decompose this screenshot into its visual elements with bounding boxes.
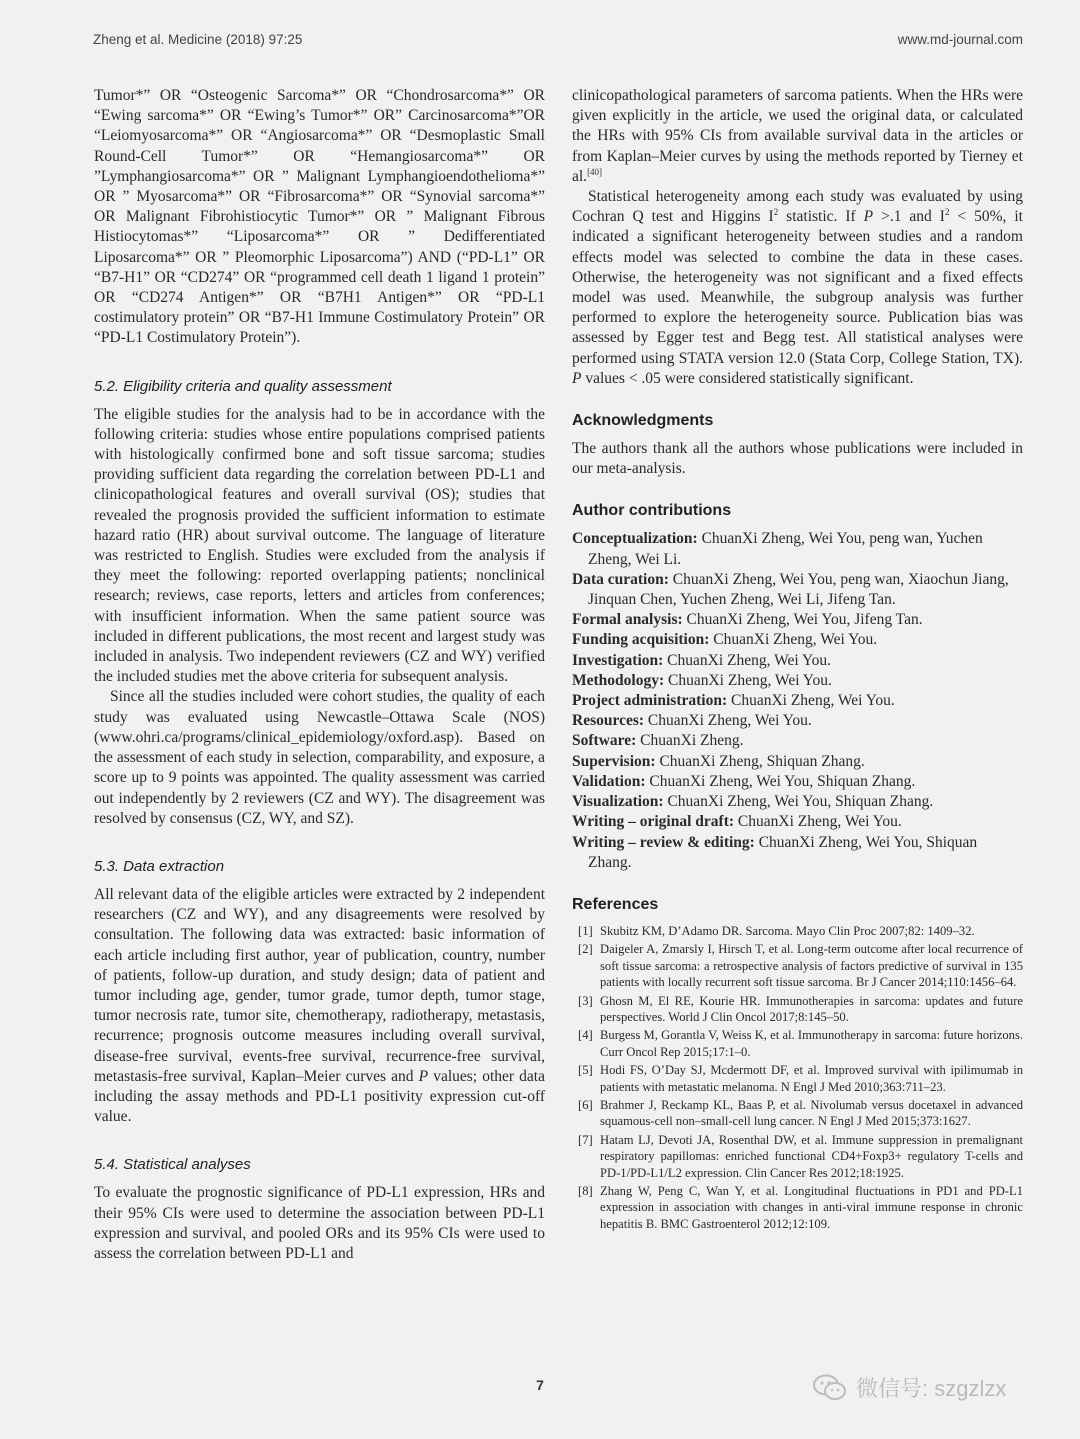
- statistical-analyses-paragraph: To evaluate the prognostic significance of PD-L1 expression, HRs and their 95% CIs were used to determine the association between PD-L1 expression and survival, and pooled ORs and its 95% CIs were used to assess the correlation between PD-L1 and: [94, 1184, 545, 1262]
- contribution-item: [572, 833, 1023, 873]
- contribution-role: Writing – original draft:: [572, 813, 735, 831]
- reference-item: [572, 993, 1023, 1026]
- author-contributions-heading: Author contributions: [572, 502, 732, 520]
- contribution-names: ChuanXi Zheng.: [636, 732, 744, 750]
- contribution-role: Methodology:: [572, 671, 665, 689]
- page-number: 7: [536, 1377, 544, 1393]
- contribution-item: [572, 630, 1023, 650]
- left-column: [94, 86, 545, 1264]
- contribution-names: ChuanXi Zheng, Shiquan Zhang.: [655, 752, 865, 770]
- right-column: [572, 86, 1023, 1234]
- author-contributions-list: [572, 529, 1023, 872]
- reference-item: [572, 923, 1023, 939]
- contribution-item: [572, 731, 1023, 751]
- reference-number: [3]: [578, 993, 593, 1008]
- reference-number: [1]: [578, 923, 593, 938]
- contribution-role: Formal analysis:: [572, 611, 683, 629]
- reference-text: Zhang W, Peng C, Wan Y, et al. Longitudinal fluctuations in PD1 and PD-L1 expression in association with changes in anti-viral immune response in chronic hepatitis B. BMC Gastroenterol 2012;12:109.: [600, 1184, 1023, 1231]
- contribution-names: ChuanXi Zheng, Wei You, peng wan, Xiaochun Jiang, Jinquan Chen, Yuchen Zheng, Wei Li, Jifeng Tan.: [588, 570, 1009, 609]
- contribution-role: Funding acquisition:: [572, 631, 710, 649]
- reference-number: [4]: [578, 1028, 593, 1043]
- reference-list: [572, 923, 1023, 1232]
- contribution-item: [572, 812, 1023, 832]
- quality-assessment-paragraph: Since all the studies included were cohort studies, the quality of each study was evaluated using Newcastle–Ottawa Scale (NOS) (www.ohri.ca/programs/clinical_epidemiology/oxford.asp). Based on the assessment of each study in selection, comparability, and exposure, a score up to 9 points was appointed. The quality assessment was carried out independently by 2 reviewers (CZ and WY). The disagreement was resolved by consensus (CZ, WY, and SZ).: [94, 688, 545, 827]
- contribution-role: Conceptualization:: [572, 530, 698, 548]
- contribution-names: ChuanXi Zheng, Wei You.: [664, 671, 832, 689]
- contribution-item: [572, 792, 1023, 812]
- contribution-item: [572, 711, 1023, 731]
- contribution-role: Validation:: [572, 772, 646, 790]
- contribution-role: Resources:: [572, 712, 645, 730]
- contribution-item: [572, 772, 1023, 792]
- contribution-names: ChuanXi Zheng, Wei You, Jifeng Tan.: [682, 611, 923, 629]
- contribution-item: [572, 610, 1023, 630]
- references-heading: References: [572, 895, 659, 913]
- contribution-names: ChuanXi Zheng, Wei You.: [663, 651, 831, 669]
- acknowledgments-text: The authors thank all the authors whose publications were included in our meta-analysis.: [572, 440, 1023, 478]
- section-heading-data-extraction: 5.3. Data extraction: [94, 857, 225, 875]
- section-heading-statistical-analyses: 5.4. Statistical analyses: [94, 1156, 251, 1174]
- reference-number: [8]: [578, 1184, 593, 1198]
- reference-text: Daigeler A, Zmarsly I, Hirsch T, et al. Long-term outcome after local recurrence of soft tissue sarcoma: a retrospective analysis of factors predictive of survival in 135 patients with locally recurrent soft tissue sarcoma. Br J Cancer 2014;110:1456–64.: [600, 942, 1023, 990]
- contribution-item: [572, 570, 1023, 610]
- contribution-names: ChuanXi Zheng, Wei You.: [734, 813, 902, 831]
- data-extraction-paragraph: All relevant data of the eligible articles were extracted by 2 independent researchers (CZ and WY), and any disagreements were resolved by consultation. The following data was extracted: basic information of each article including first author, year of publication, country, number of patients, follow-up duration, and study design; data of patient and tumor including age, gender, tumor grade, tumor depth, tumor stage, tumor necrosis rate, tumor site, chemotherapy, radiotherapy, metastasis, recurrence; prognosis outcome measures including overall survival, disease-free survival, events-free survival, recurrence-free survival, metastasis-free survival, Kaplan–Meier curves and P values; other data including the assay methods and PD-L1 positivity expression cut-off value.: [94, 885, 545, 1126]
- reference-text: Ghosn M, El RE, Kourie HR. Immunotherapies in sarcoma: updates and future perspectives. World J Clin Oncol 2017;8:145–50.: [600, 993, 1023, 1024]
- contribution-item: [572, 651, 1023, 671]
- running-head-url[interactable]: www.md-journal.com: [897, 32, 1023, 47]
- reference-text: Hodi FS, O’Day SJ, Mcdermott DF, et al. Improved survival with ipilimumab in patients with metastatic melanoma. N Engl J Med 2010;363:711–23.: [600, 1063, 1023, 1094]
- eligibility-paragraph: The eligible studies for the analysis had to be in accordance with the following criteria: studies whose entire populations comprised patients with histologically confirmed bone and soft tissue sarcoma; studies providing sufficient data regarding the correlation between PD-L1 and clinicopathological features and overall survival (OS); studies that revealed the prognosis provided the sufficient information to estimate hazard ratio (HR) about survival outcome. The language of literature was restricted to English. Studies were excluded from the analysis if they meet the following: reported overlapping patients; nonclinical research; reviews, case reports, letters and articles from conferences; with insufficient information. When the same patient source was included in different publications, the most recent and largest study was included in analysis. Two independent reviewers (CZ and WY) verified the included studies met the above criteria for subsequent analysis.: [94, 405, 545, 686]
- contribution-names: ChuanXi Zheng, Wei You.: [727, 692, 895, 710]
- contribution-role: Software:: [572, 732, 637, 750]
- contribution-item: [572, 752, 1023, 772]
- statistical-analyses-continued: clinicopathological parameters of sarcoma patients. When the HRs were given explicitly in the article, we used the original data, or calculated the HRs with 95% CIs from available survival data in the articles or from Kaplan–Meier curves by using the methods reported by Tierney et al.[40]: [572, 87, 1023, 185]
- contribution-role: Visualization:: [572, 793, 664, 811]
- contribution-names: ChuanXi Zheng, Wei You, Shiquan Zhang.: [588, 833, 978, 871]
- contribution-role: Supervision:: [572, 752, 656, 770]
- contribution-names: ChuanXi Zheng, Wei You, Shiquan Zhang.: [663, 793, 934, 811]
- reference-text: Hatam LJ, Devoti JA, Rosenthal DW, et al. Immune suppression in premalignant respiratory papillomas: enriched functional CD4+Foxp3+ regulatory T-cells and PD-1/PD-L1/L2 expression. Clin Cancer Res 2012;18:1925.: [600, 1132, 1023, 1180]
- section-heading-eligibility: 5.2. Eligibility criteria and quality assessment: [94, 377, 392, 395]
- reference-number: [7]: [578, 1132, 593, 1147]
- reference-text: Burgess M, Gorantla V, Weiss K, et al. Immunotherapy in sarcoma: future horizons. Curr Oncol Rep 2015;17:1–0.: [600, 1028, 1023, 1059]
- contribution-role: Project administration:: [572, 692, 728, 710]
- contribution-role: Investigation:: [572, 651, 664, 669]
- contribution-names: ChuanXi Zheng, Wei You.: [644, 712, 812, 730]
- reference-item: [572, 1183, 1023, 1232]
- reference-item: [572, 1027, 1023, 1060]
- contribution-role: Writing – review & editing:: [572, 833, 755, 851]
- contribution-item: [572, 671, 1023, 691]
- reference-item: [572, 941, 1023, 990]
- watermark-text: 微信号: szgzlzx: [856, 1376, 1007, 1401]
- reference-number: [2]: [578, 942, 593, 957]
- wechat-icon: [812, 1373, 848, 1403]
- contribution-names: ChuanXi Zheng, Wei You, Shiquan Zhang.: [645, 772, 916, 790]
- reference-item: [572, 1062, 1023, 1095]
- running-head-citation: Zheng et al. Medicine (2018) 97:25: [93, 32, 303, 47]
- reference-text: Skubitz KM, D’Adamo DR. Sarcoma. Mayo Clin Proc 2007;82: 1409–32.: [600, 923, 975, 938]
- search-terms-paragraph: Tumor*” OR “Osteogenic Sarcoma*” OR “Chondrosarcoma*” OR “Ewing sarcoma*” OR “Ewing’s Tumor*” OR” Carcinosarcoma*”OR “Leiomyosarcoma*” OR “Angiosarcoma*” OR “Desmoplastic Small Round-Cell Tumor*” OR “Hemangiosarcoma*” OR ”Lymphangiosarcoma*” OR ” Malignant Lymphangioendothelioma*” OR ” Myosarcoma*” OR “Fibrosarcoma*” OR “Synovial sarcoma*” OR Malignant Fibrohistiocytic Tumor*” OR ” Malignant Fibrous Histiocytomas*” “Liposarcoma*” OR ” Dedifferentiated Liposarcoma*” OR ” Pleomorphic Liposarcoma”) AND (“PD-L1” OR “B7-H1” OR “CD274” OR “programmed cell death 1 ligand 1 protein” OR “CD274 Antigen*” OR “B7H1 Antigen*” OR “PD-L1 costimulatory protein” OR “B7-H1 Immune Costimulatory Protein” OR “PD-L1 Costimulatory Protein”).: [94, 87, 545, 347]
- contribution-names: ChuanXi Zheng, Wei You.: [709, 631, 878, 649]
- contribution-names: ChuanXi Zheng, Wei You, peng wan, Yuchen Zheng, Wei Li.: [588, 530, 983, 568]
- contribution-role: Data curation:: [572, 570, 669, 588]
- wechat-watermark: [812, 1372, 1006, 1403]
- reference-item: [572, 1097, 1023, 1130]
- acknowledgments-heading: Acknowledgments: [572, 412, 714, 430]
- reference-item: [572, 1132, 1023, 1181]
- reference-text: Brahmer J, Reckamp KL, Baas P, et al. Nivolumab versus docetaxel in advanced squamous-cell non–small-cell lung cancer. N Engl J Med 2015;373:1627.: [600, 1097, 1023, 1129]
- heterogeneity-paragraph: Statistical heterogeneity among each study was evaluated by using Cochran Q test and Higgins $I^2$ statistic. If P >.1 and $I^2 < 50\%$, it indicated a significant heterogeneity between studies and a random effects model was selected to combine the data in these cases. Otherwise, the heterogeneity was not significant and a fixed effects model was used. Meanwhile, the subgroup analysis was further performed to explore the heterogeneity source. Publication bias was assessed by Egger test and Begg test. All statistical analyses were performed using STATA version 12.0 (Stata Corp, College Station, TX). P values < .05 were considered statistically significant.: [572, 188, 1023, 387]
- contribution-item: [572, 691, 1023, 711]
- reference-number: [6]: [578, 1097, 593, 1112]
- contribution-item: [572, 529, 1023, 569]
- reference-number: [5]: [578, 1063, 593, 1078]
